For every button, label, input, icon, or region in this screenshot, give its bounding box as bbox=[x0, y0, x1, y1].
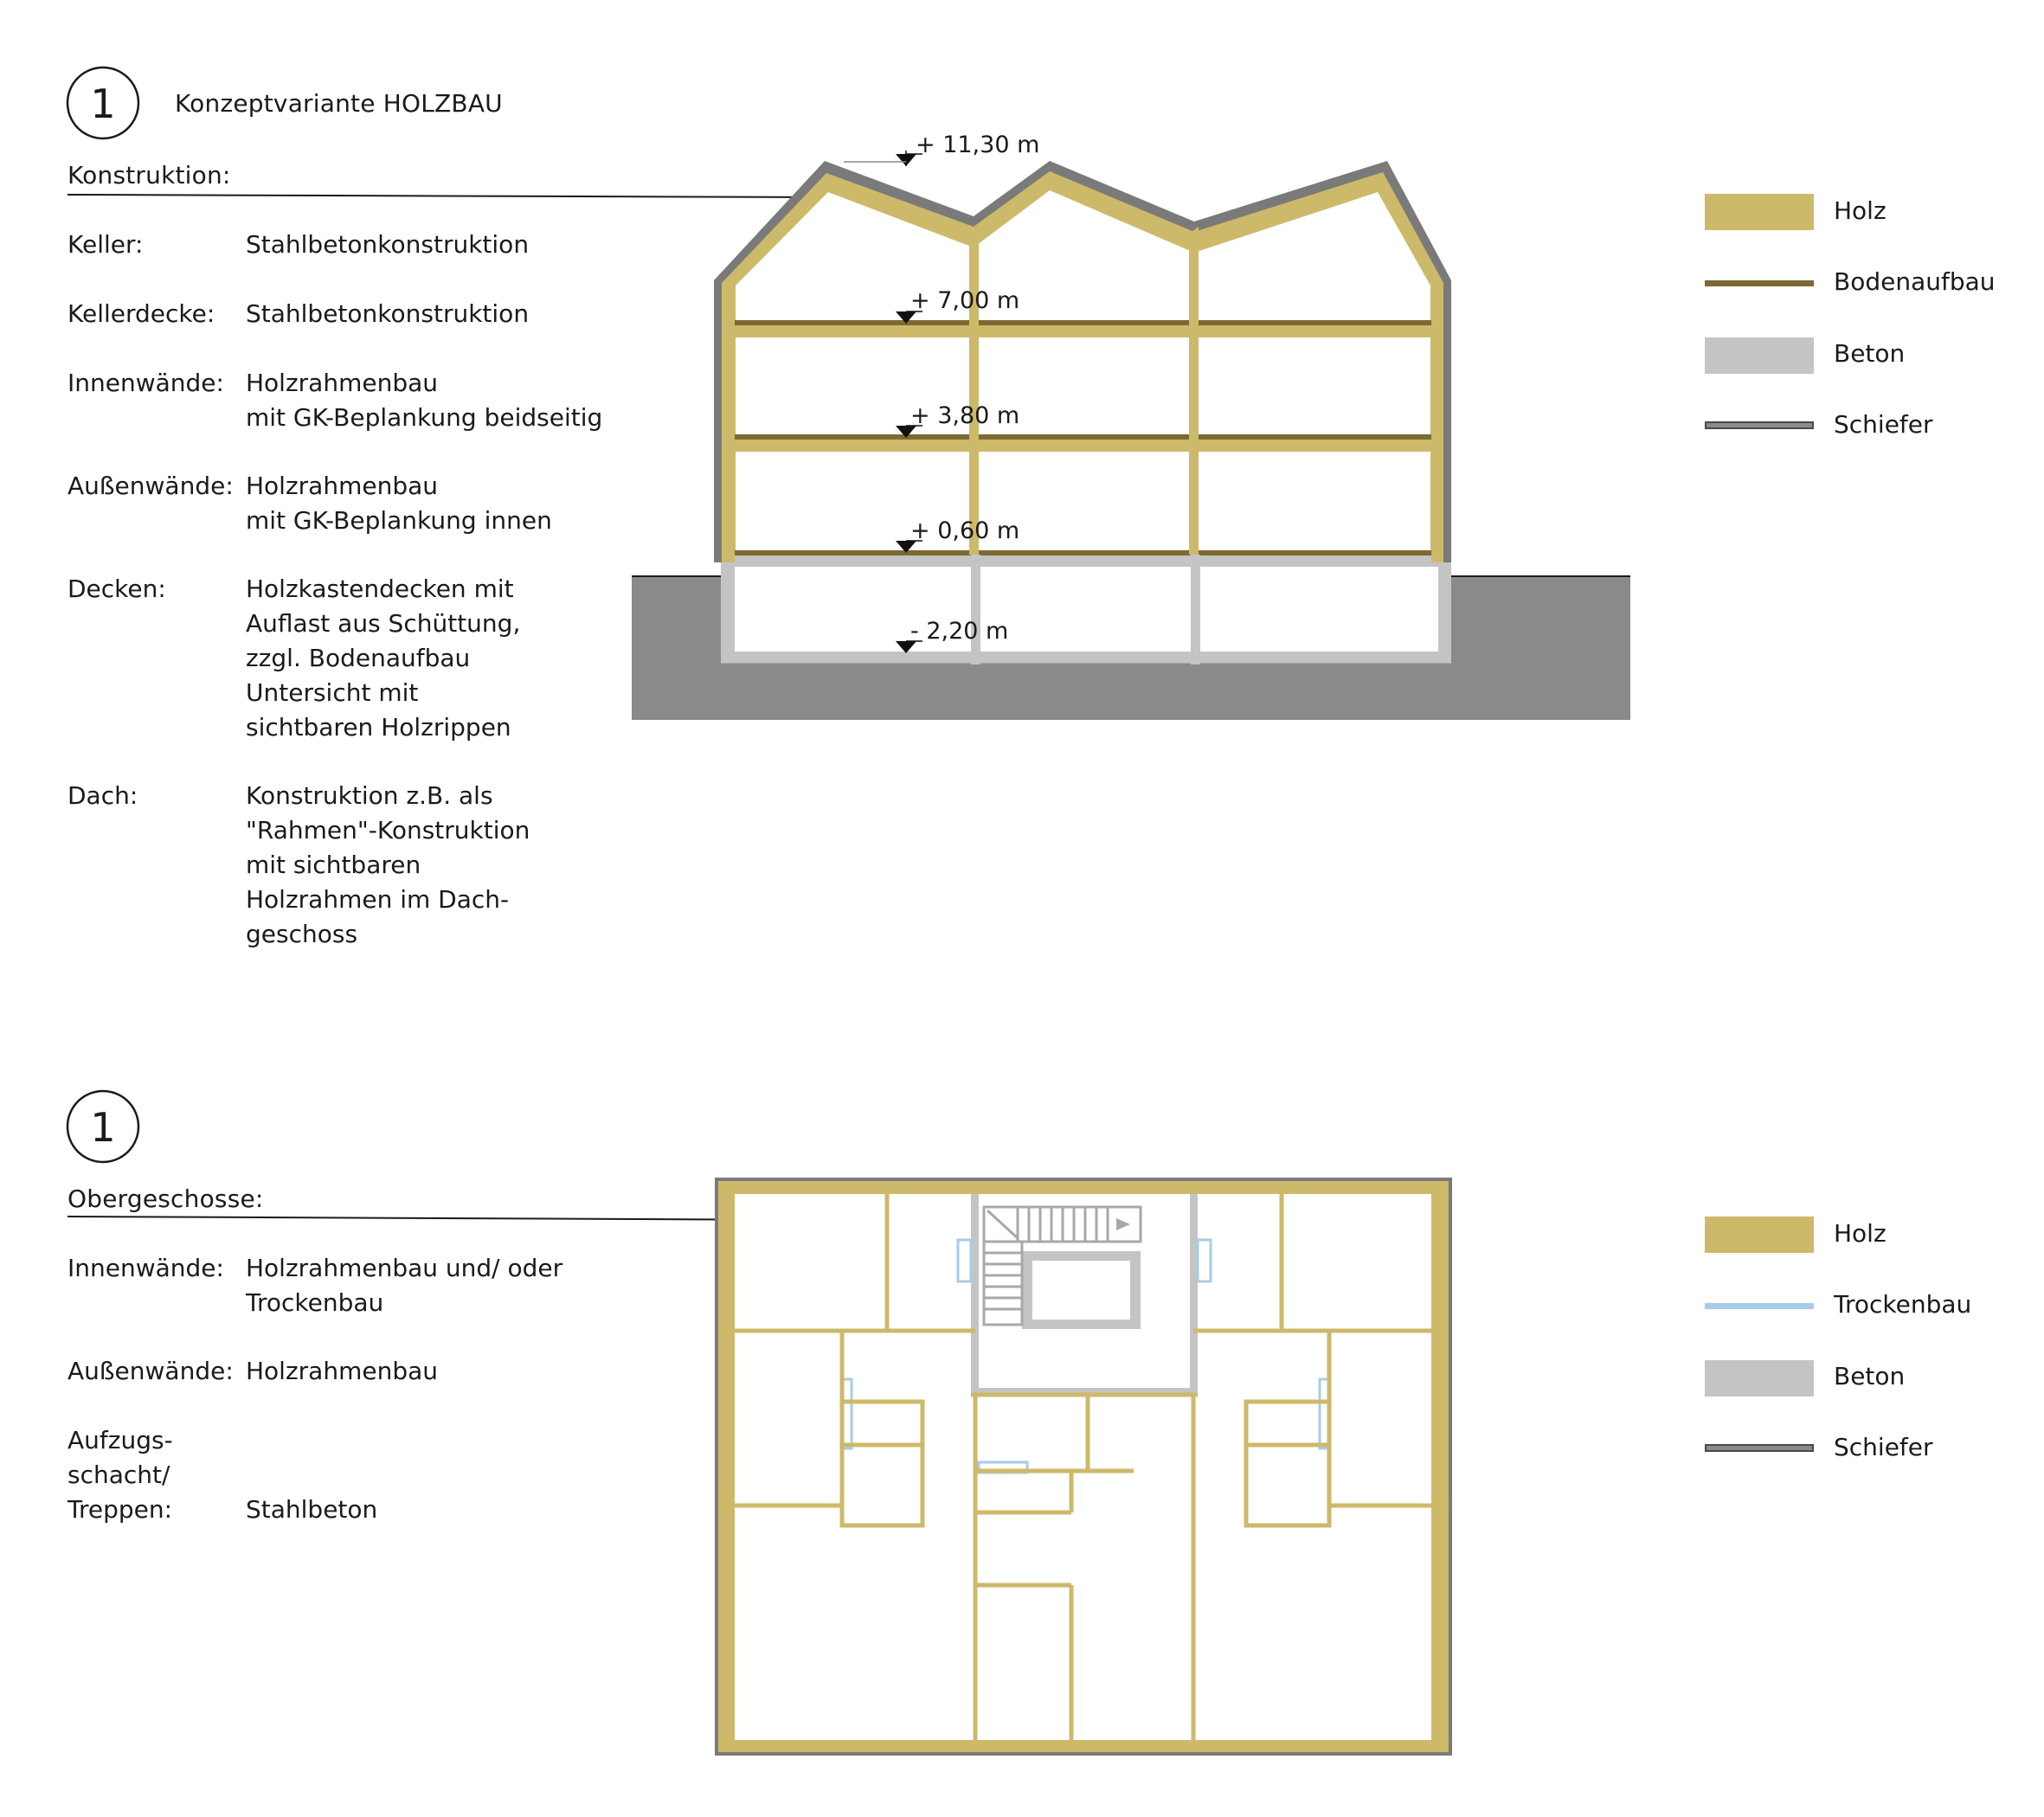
plan-heading-leader-line bbox=[67, 1217, 826, 1220]
row-label-aussenwaende: Außenwände: bbox=[67, 472, 234, 500]
section2-number: 1 bbox=[90, 1104, 116, 1151]
legend-label-beton: Beton bbox=[1834, 339, 1906, 368]
og-value-aufzug: Stahlbeton bbox=[246, 1495, 378, 1524]
legend-label-schiefer: Schiefer bbox=[1834, 410, 1933, 439]
legend2-label-trockenbau: Trockenbau bbox=[1834, 1290, 1972, 1319]
row-value-aussenwaende: Holzrahmenbau mit GK-Beplankung innen bbox=[246, 472, 552, 535]
section2-heading: Obergeschosse: bbox=[67, 1185, 264, 1213]
legend2-label-holz: Holz bbox=[1834, 1219, 1887, 1248]
level-label-700: + 7,00 m bbox=[910, 287, 1020, 314]
section2-legend bbox=[1705, 1215, 2025, 1474]
og-value-innenwaende: Holzrahmenbau und/ oder Trockenbau bbox=[246, 1254, 563, 1317]
legend2-label-beton: Beton bbox=[1834, 1362, 1906, 1390]
row-label-innenwaende: Innenwände: bbox=[67, 369, 224, 397]
legend-label-holz: Holz bbox=[1834, 196, 1887, 225]
row-label-decken: Decken: bbox=[67, 575, 166, 603]
section1-title: Konzeptvariante HOLZBAU bbox=[175, 89, 503, 118]
legend2-swatch-beton bbox=[1705, 1360, 1814, 1396]
og-value-aussenwaende: Holzrahmenbau bbox=[246, 1357, 439, 1385]
row-value-dach: Konstruktion z.B. als "Rahmen"-Konstruktion mit sichtbaren Holzrahmen im Dach- geschoss bbox=[246, 781, 530, 948]
og-label-aussenwaende: Außenwände: bbox=[67, 1357, 234, 1385]
level-label-1130: + 11,30 m bbox=[916, 132, 1040, 158]
legend2-swatch-holz bbox=[1705, 1217, 1814, 1253]
legend2-swatch-schiefer bbox=[1705, 1444, 1814, 1452]
row-value-innenwaende: Holzrahmenbau mit GK-Beplankung beidseitig bbox=[246, 369, 603, 432]
row-value-keller: Stahlbetonkonstruktion bbox=[246, 230, 530, 259]
og-label-innenwaende: Innenwände: bbox=[67, 1254, 224, 1282]
stair-elevator-core bbox=[971, 1194, 1198, 1396]
row-label-dach: Dach: bbox=[67, 781, 138, 810]
legend2-label-schiefer: Schiefer bbox=[1834, 1433, 1933, 1461]
level-label-220: - 2,20 m bbox=[910, 618, 1009, 645]
row-label-keller: Keller: bbox=[67, 230, 144, 259]
row-value-kellerdecke: Stahlbetonkonstruktion bbox=[246, 299, 530, 328]
og-label-aufzug: Aufzugs- schacht/ Treppen: bbox=[67, 1426, 173, 1524]
section1-number: 1 bbox=[90, 80, 116, 127]
section1-heading: Konstruktion: bbox=[67, 161, 231, 189]
legend-label-bodenaufbau: Bodenaufbau bbox=[1834, 267, 1996, 296]
row-label-kellerdecke: Kellerdecke: bbox=[67, 299, 215, 328]
level-label-380: + 3,80 m bbox=[910, 402, 1020, 429]
level-label-060: + 0,60 m bbox=[910, 517, 1020, 544]
legend2-swatch-trockenbau bbox=[1705, 1303, 1814, 1309]
row-value-decken: Holzkastendecken mit Auflast aus Schüttung, zzgl. Bodenaufbau Untersicht mit sichtbaren Holzrippen bbox=[246, 575, 521, 742]
